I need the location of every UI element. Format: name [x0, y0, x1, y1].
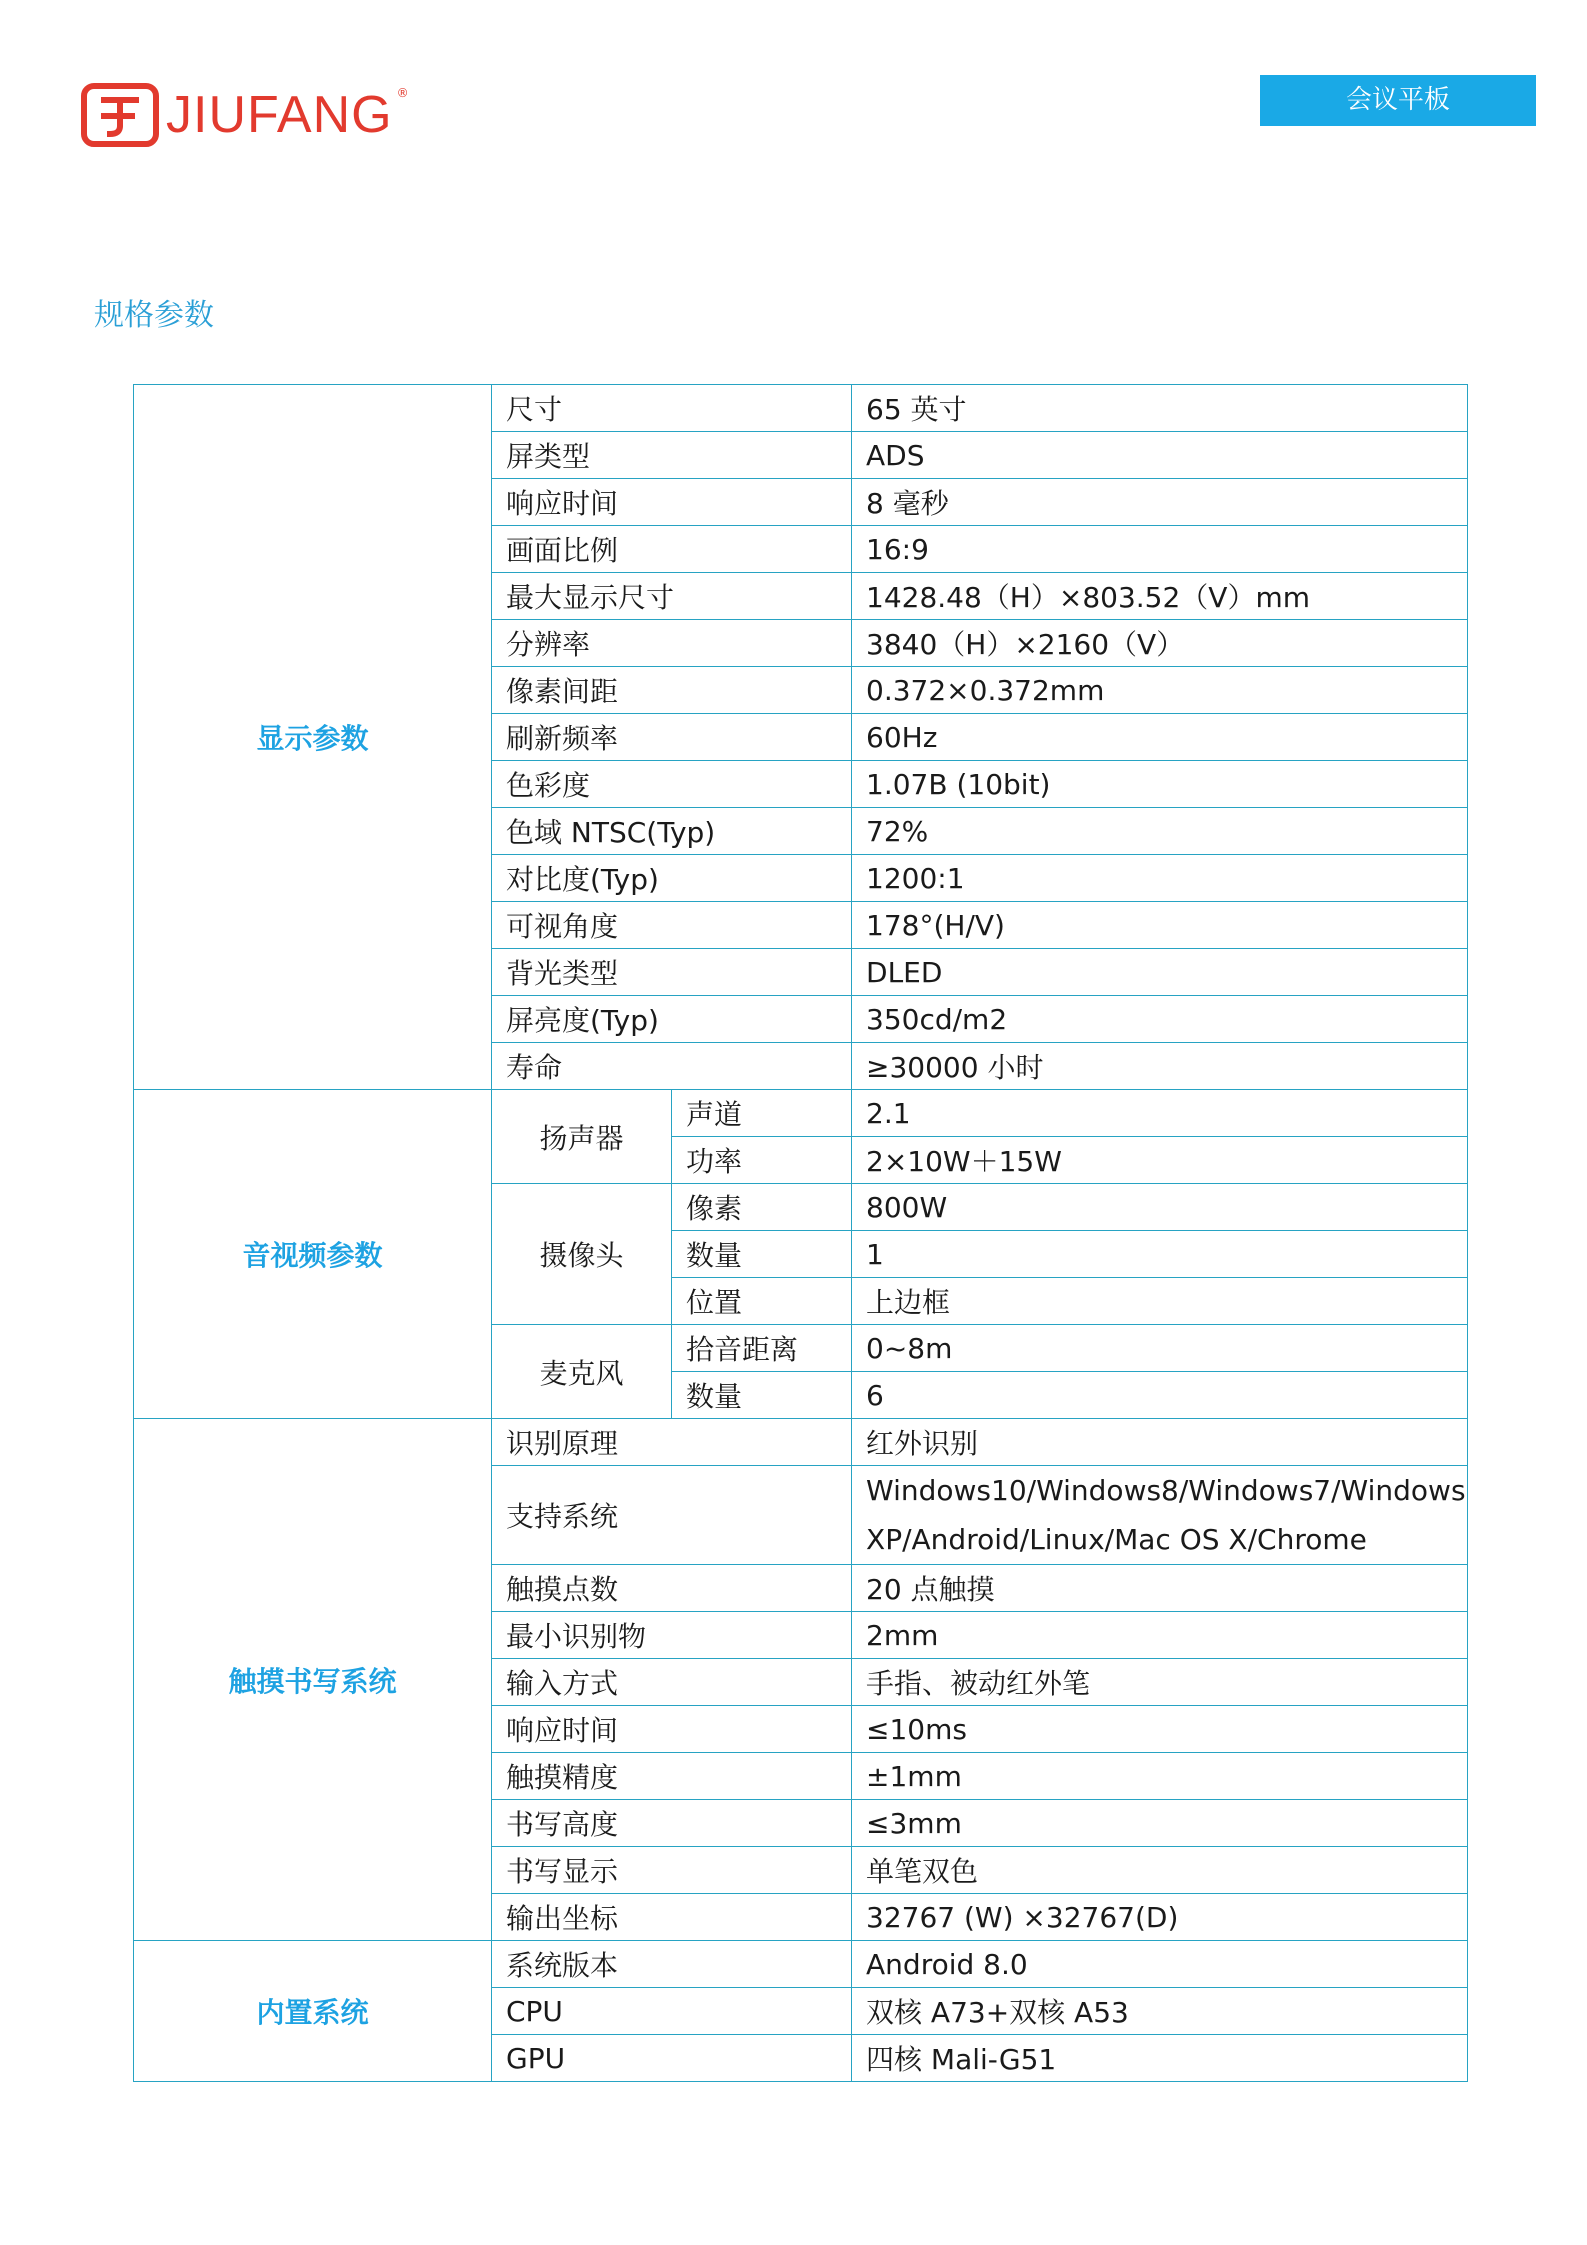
- spec-value: 上边框: [852, 1278, 1468, 1325]
- spec-value: 6: [852, 1372, 1468, 1419]
- spec-label: 最大显示尺寸: [492, 573, 852, 620]
- spec-value: ADS: [852, 432, 1468, 479]
- table-row: [134, 1090, 1468, 1137]
- spec-value: 0.372×0.372mm: [852, 667, 1468, 714]
- spec-value: 20 点触摸: [852, 1565, 1468, 1612]
- spec-value: 2mm: [852, 1612, 1468, 1659]
- spec-label: 触摸点数: [492, 1565, 852, 1612]
- spec-value: Android 8.0: [852, 1941, 1468, 1988]
- spec-value: 178°(H/V): [852, 902, 1468, 949]
- spec-value: 1428.48（H）×803.52（V）mm: [852, 573, 1468, 620]
- spec-value: 16:9: [852, 526, 1468, 573]
- spec-label: 尺寸: [492, 385, 852, 432]
- spec-label: 功率: [672, 1137, 852, 1184]
- spec-label: 触摸精度: [492, 1753, 852, 1800]
- table-row: [134, 385, 1468, 432]
- category-touch: 触摸书写系统: [134, 1419, 492, 1941]
- spec-label: 数量: [672, 1372, 852, 1419]
- category-av: 音视频参数: [134, 1090, 492, 1419]
- spec-label: 支持系统: [492, 1466, 852, 1565]
- spec-label: 像素: [672, 1184, 852, 1231]
- spec-value: 8 毫秒: [852, 479, 1468, 526]
- spec-value: ≤10ms: [852, 1706, 1468, 1753]
- spec-label: CPU: [492, 1988, 852, 2035]
- spec-value: 65 英寸: [852, 385, 1468, 432]
- spec-value: Windows10/Windows8/Windows7/Windows XP/Android/Linux/Mac OS X/Chrome: [852, 1466, 1468, 1565]
- spec-value: 2×10W＋15W: [852, 1137, 1468, 1184]
- spec-label: 屏亮度(Typ): [492, 996, 852, 1043]
- table-row: [134, 1419, 1468, 1466]
- spec-label: 系统版本: [492, 1941, 852, 1988]
- spec-label: 拾音距离: [672, 1325, 852, 1372]
- spec-label: 书写高度: [492, 1800, 852, 1847]
- spec-label: 最小识别物: [492, 1612, 852, 1659]
- spec-label: 输出坐标: [492, 1894, 852, 1941]
- spec-value: 1: [852, 1231, 1468, 1278]
- spec-label: 对比度(Typ): [492, 855, 852, 902]
- spec-label: 响应时间: [492, 1706, 852, 1753]
- spec-value: 2.1: [852, 1090, 1468, 1137]
- spec-value: 红外识别: [852, 1419, 1468, 1466]
- spec-label: 刷新频率: [492, 714, 852, 761]
- spec-value: 单笔双色: [852, 1847, 1468, 1894]
- spec-value: 32767 (W) ×32767(D): [852, 1894, 1468, 1941]
- spec-value: ≤3mm: [852, 1800, 1468, 1847]
- spec-value: DLED: [852, 949, 1468, 996]
- spec-value: ±1mm: [852, 1753, 1468, 1800]
- spec-label: 声道: [672, 1090, 852, 1137]
- spec-value: 1200:1: [852, 855, 1468, 902]
- spec-label: 画面比例: [492, 526, 852, 573]
- spec-label: 像素间距: [492, 667, 852, 714]
- spec-label: GPU: [492, 2035, 852, 2082]
- spec-label: 屏类型: [492, 432, 852, 479]
- spec-label: 色彩度: [492, 761, 852, 808]
- spec-value: 800W: [852, 1184, 1468, 1231]
- spec-label: 响应时间: [492, 479, 852, 526]
- spec-label: 色域 NTSC(Typ): [492, 808, 852, 855]
- category-display: 显示参数: [134, 385, 492, 1090]
- spec-label: 分辨率: [492, 620, 852, 667]
- spec-value: ≥30000 小时: [852, 1043, 1468, 1090]
- spec-value: 双核 A73+双核 A53: [852, 1988, 1468, 2035]
- spec-label: 背光类型: [492, 949, 852, 996]
- table-row: [134, 1941, 1468, 1988]
- spec-value: 350cd/m2: [852, 996, 1468, 1043]
- spec-value: 四核 Mali-G51: [852, 2035, 1468, 2082]
- spec-label: 可视角度: [492, 902, 852, 949]
- spec-value: 手指、被动红外笔: [852, 1659, 1468, 1706]
- spec-label: 寿命: [492, 1043, 852, 1090]
- category-badge: 会议平板: [1260, 75, 1536, 126]
- jiufang-logo-icon: [80, 80, 160, 150]
- subgroup-camera: 摄像头: [492, 1184, 672, 1325]
- spec-table: [133, 384, 1468, 2082]
- registered-mark: ®: [396, 86, 409, 100]
- spec-label: 识别原理: [492, 1419, 852, 1466]
- spec-label: 输入方式: [492, 1659, 852, 1706]
- spec-value: 3840（H）×2160（V）: [852, 620, 1468, 667]
- spec-label: 数量: [672, 1231, 852, 1278]
- spec-value: 60Hz: [852, 714, 1468, 761]
- spec-label: 位置: [672, 1278, 852, 1325]
- subgroup-speaker: 扬声器: [492, 1090, 672, 1184]
- subgroup-mic: 麦克风: [492, 1325, 672, 1419]
- spec-label: 书写显示: [492, 1847, 852, 1894]
- brand-logo: [80, 80, 409, 150]
- spec-value: 0~8m: [852, 1325, 1468, 1372]
- spec-value: 1.07B (10bit): [852, 761, 1468, 808]
- spec-value: 72%: [852, 808, 1468, 855]
- category-system: 内置系统: [134, 1941, 492, 2082]
- brand-name: JIUFANG: [166, 86, 393, 144]
- section-title: 规格参数: [94, 298, 214, 333]
